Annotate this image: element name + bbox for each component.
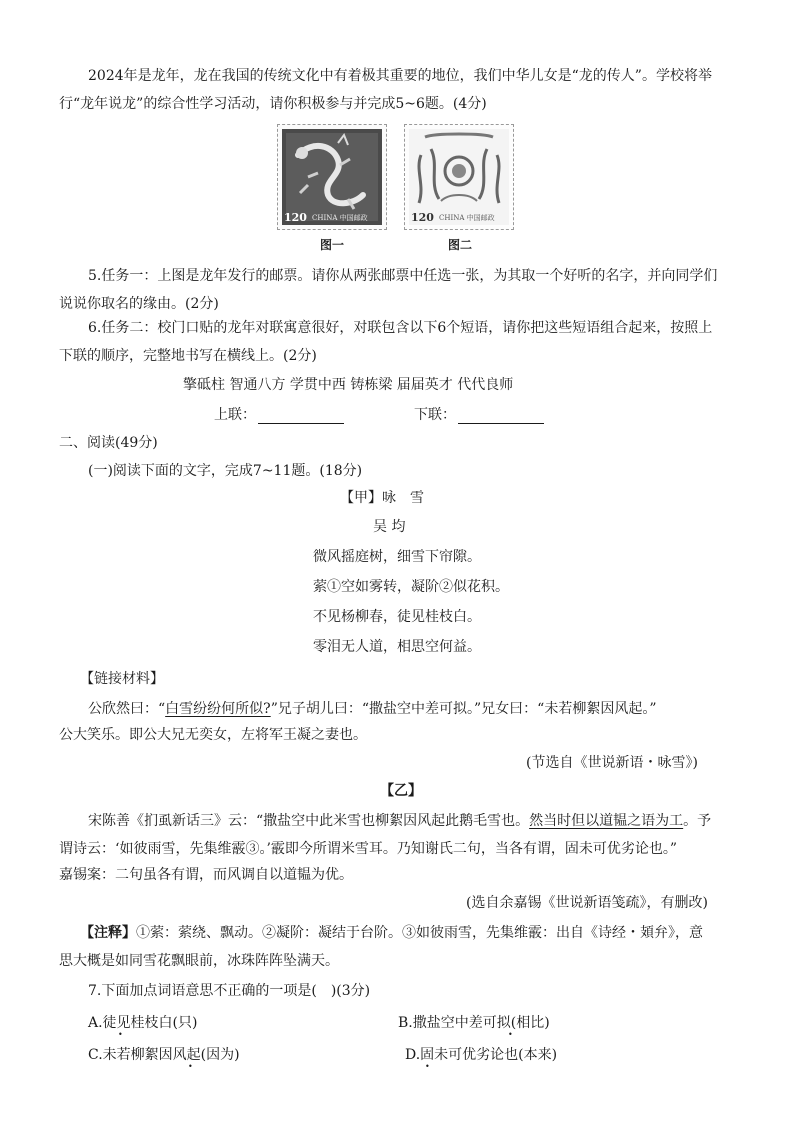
question-6-line-1: 6.任务二：校门口贴的龙年对联寓意很好，对联包含以下6个短语，请你把这些短语组合起来，按照上 <box>88 320 713 336</box>
part-1-heading: (一)阅读下面的文字，完成7~11题。(18分) <box>88 463 363 479</box>
stamp-2-caption: 图二 <box>448 238 473 252</box>
intro-line-2: 行“龙年说龙”的综合性学习活动，请你积极参与并完成5~6题。(4分) <box>59 96 487 112</box>
upper-couplet-label: 上联： <box>214 407 256 423</box>
link-text-a: 公欣然曰：“ <box>88 701 166 717</box>
poem-author: 吴 均 <box>373 519 406 535</box>
stamp-2-value: 120 <box>411 211 434 224</box>
link-material-label: 【链接材料】 <box>80 671 164 687</box>
question-5-line-2: 说说你取名的缘由。(2分) <box>59 296 219 312</box>
lower-couplet-label: 下联： <box>414 407 456 423</box>
link-material-source: (节选自《世说新语・咏雪》) <box>526 755 698 771</box>
underlined-sentence: 然当时但以道韫之语为工 <box>529 813 684 829</box>
upper-couplet-blank[interactable] <box>258 409 344 424</box>
yi-source: (选自余嘉锡《世说新语笺疏》，有删改) <box>466 895 708 911</box>
question-5 <box>59 262 739 318</box>
stamp-2-brand: CHINA 中国邮政 <box>439 214 495 222</box>
option-d[interactable] <box>405 1044 557 1064</box>
notes-line-1 <box>80 922 703 942</box>
option-b-text: B.撒盐空中差可拟(相比) <box>398 1015 550 1031</box>
question-5-line-1: 5.任务一：上图是龙年发行的邮票。请你从两张邮票中任选一张，为其取一个好听的名字，并向同学们 <box>88 268 718 284</box>
option-a[interactable] <box>88 1012 197 1032</box>
yi-text-c: 。予 <box>683 813 712 829</box>
question-6-line-2: 下联的顺序，完整地书写在横线上。(2分) <box>59 348 317 364</box>
stamp-1 <box>277 124 387 230</box>
link-material-line-1 <box>88 698 656 718</box>
upper-couplet-line <box>214 404 344 424</box>
emphasis-dot-d: • <box>425 1062 430 1071</box>
intro-paragraph <box>59 62 739 118</box>
poem-line-2: 萦①空如雾转，凝阶②似花积。 <box>313 579 509 595</box>
stamp-1-caption: 图一 <box>320 238 345 252</box>
lower-couplet-line <box>414 404 544 424</box>
stamp-1-value: 120 <box>284 211 307 224</box>
question-7: 7.下面加点词语意思不正确的一项是( )(3分) <box>88 983 371 999</box>
yi-line-2: 谓诗云：‘如彼雨雪，先集维霰③。’霰即今所谓米雪耳。乃知谢氏二句，当各有谓，固未可优劣论也。” <box>59 841 678 857</box>
notes-text-1: ①萦：萦绕、飘动。②凝阶：凝结于台阶。③如彼雨雪，先集维霰：出自《诗经・頍弁》，意 <box>136 925 703 941</box>
stamp-1-brand: CHINA 中国邮政 <box>312 214 368 222</box>
option-c-text: C.未若柳絮因风起(因为) <box>88 1047 240 1063</box>
question-6 <box>59 314 739 370</box>
notes-line-2: 思大概是如同雪花飘眼前，冰珠阵阵坠满天。 <box>59 953 339 969</box>
yi-text-a: 宋陈善《扪虱新话三》云：“撒盐空中此米雪也柳絮因风起此鹅毛雪也。 <box>88 813 530 829</box>
couplet-phrases: 擎砥柱 智通八方 学贯中西 铸栋梁 届届英才 代代良师 <box>183 377 514 393</box>
yi-line-3: 嘉锡案：二句虽各有谓，而风调自以道韫为优。 <box>59 867 353 883</box>
notes-label: 【注释】 <box>80 925 136 941</box>
option-a-text: A.徒见桂枝白(只) <box>88 1015 198 1031</box>
underlined-question: 白雪纷纷何所似? <box>165 701 271 717</box>
poem-line-4: 零泪无人道，相思空何益。 <box>313 639 481 655</box>
emphasis-dot-a: • <box>118 1030 123 1039</box>
poem-line-1: 微风摇庭树，细雪下帘隙。 <box>313 549 481 565</box>
link-text-c: ”兄子胡儿曰：“撒盐空中差可拟。”兄女曰：“未若柳絮因风起。” <box>270 701 657 717</box>
emphasis-dot-b: • <box>508 1030 513 1039</box>
emphasis-dot-c: • <box>188 1062 193 1071</box>
stamp-2 <box>404 124 514 230</box>
poem-line-3: 不见杨柳春，徒见桂枝白。 <box>313 609 481 625</box>
yi-title: 【乙】 <box>380 783 422 799</box>
poem-title: 【甲】咏 雪 <box>340 490 424 506</box>
section-2-heading: 二、阅读(49分) <box>59 435 158 451</box>
option-d-text: D.固未可优劣论也(本来) <box>405 1047 558 1063</box>
option-c[interactable] <box>88 1044 240 1064</box>
option-b[interactable] <box>398 1012 550 1032</box>
intro-line-1: 2024年是龙年，龙在我国的传统文化中有着极其重要的地位，我们中华儿女是“龙的传人”。学校将举 <box>88 68 712 84</box>
lower-couplet-blank[interactable] <box>458 409 544 424</box>
link-material-line-2: 公大笑乐。即公大兄无奕女，左将军王凝之妻也。 <box>59 727 367 743</box>
yi-line-1 <box>88 810 711 830</box>
